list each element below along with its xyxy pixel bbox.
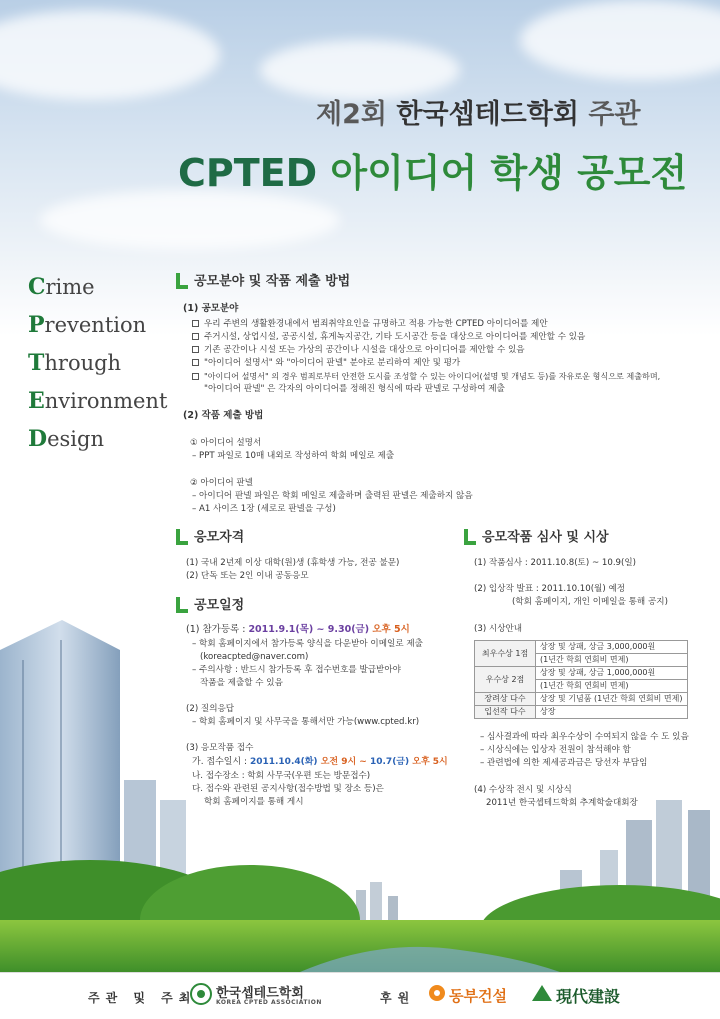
section-marker-icon — [176, 597, 188, 613]
list-item — [192, 318, 548, 330]
section-marker-icon — [176, 273, 188, 289]
assoc-logo-icon — [190, 983, 212, 1005]
acronym-rest: revention — [44, 313, 147, 337]
section-heading-text: 공모분야 및 작품 제출 방법 — [194, 274, 351, 289]
judging-note: – 심사결과에 따라 최우수상이 수여되지 않을 수 도 있음 — [480, 732, 689, 742]
cloud — [0, 10, 220, 100]
schedule-detail: – 학회 홈페이지 및 사무국을 통해서만 가능(www.cpted.kr) — [192, 717, 420, 727]
judging-item: (2) 입상작 발표 : 2011.10.10(월) 예정 — [474, 584, 626, 594]
checkbox-icon — [192, 320, 199, 327]
schedule-label: (1) 참가등록 : — [186, 624, 249, 635]
acronym-line — [28, 306, 167, 344]
schedule-time: 오전 9시 ~ — [317, 757, 370, 767]
schedule-label: 가. 접수일시 : — [192, 757, 250, 767]
assoc-name-en: KOREA CPTED ASSOCIATION — [216, 999, 322, 1006]
list-item — [192, 331, 585, 343]
eligibility-item: (1) 국내 2년제 이상 대학(원)생 (휴학생 가능, 전공 불문) — [186, 558, 400, 568]
cloud — [40, 190, 340, 250]
section-heading-schedule — [176, 594, 244, 613]
method-title: ② 아이디어 판넬 — [190, 478, 253, 488]
subtitle-suffix: 주관 — [578, 99, 641, 130]
skyline-illustration — [0, 620, 720, 972]
prize-detail: 상장 및 상패, 상금 3,000,000원 — [536, 641, 688, 654]
schedule-date: 2011.10.4(화) — [249, 757, 318, 767]
sponsor-hyundai: 現代建設 — [556, 987, 621, 1006]
judging-detail: (학회 홈페이지, 개인 이메일을 통해 공지) — [512, 597, 668, 607]
judging-note: – 시상식에는 입상자 전원이 참석해야 함 — [480, 745, 631, 755]
assoc-name: 한국셉테드학회 — [216, 986, 304, 1001]
acronym-cap: T — [28, 350, 45, 376]
schedule-item: (3) 응모작품 접수 — [186, 743, 254, 753]
title-kr: 아이디어 학생 공모전 — [330, 151, 688, 195]
prize-note: (1년간 학회 연회비 면제) — [536, 654, 688, 667]
list-item-continued: "아이디어 판넬" 은 각자의 아이디어를 정해진 형식에 따라 판넬로 구성하여 제출 — [204, 384, 505, 394]
schedule-detail: 나. 접수장소 : 학회 사무국(우편 또는 방문접수) — [192, 771, 371, 781]
schedule-detail: – 주의사항 : 반드시 참가등록 후 접수번호를 발급받아야 — [192, 665, 401, 675]
prize-name: 우수상 2점 — [475, 667, 536, 693]
acronym-cap: D — [28, 426, 48, 452]
acronym-rest: nvironment — [44, 389, 168, 413]
sponsor-label: 후원 — [380, 991, 416, 1005]
acronym-cap: E — [28, 388, 45, 414]
checkbox-icon — [192, 373, 199, 380]
schedule-time: 오후 5시 — [409, 757, 448, 767]
footer — [0, 972, 720, 1019]
section-marker-icon — [464, 529, 476, 545]
prize-name: 입선작 다수 — [475, 706, 536, 719]
list-item-text: 우리 주변의 생활환경내에서 범죄취약요인을 규명하고 적용 가능한 CPTED 아이디어를 제안 — [204, 319, 548, 329]
page-title — [178, 142, 687, 197]
prize-name: 최우수상 1점 — [475, 641, 536, 667]
judging-item: (4) 수상작 전시 및 시상식 — [474, 785, 572, 795]
prize-detail: 상장 — [536, 706, 688, 719]
cpted-acronym — [28, 268, 167, 458]
checkbox-icon — [192, 346, 199, 353]
acronym-rest: rime — [45, 275, 95, 299]
contact-email: (koreacpted@naver.com) — [200, 652, 309, 662]
checkbox-icon — [192, 359, 199, 366]
title-en: CPTED — [178, 151, 331, 195]
subheading: (2) 작품 제출 방법 — [183, 410, 264, 421]
list-item — [192, 370, 660, 382]
list-item-text: "아이디어 설명서" 의 경우 범죄로부터 안전한 도시를 조성할 수 있는 아이디어(설명 및 개념도 등)를 자유로운 형식으로 제출하며, — [204, 371, 661, 381]
schedule-detail: 작품을 제출할 수 있음 — [200, 678, 283, 688]
prize-detail: 상장 및 상패, 상금 1,000,000원 — [536, 667, 688, 680]
host-label: 주관 및 주최 — [88, 991, 197, 1005]
list-item — [192, 344, 525, 356]
subheading: (1) 공모분야 — [183, 303, 239, 314]
prize-detail: 상장 및 기념품 (1년간 학회 연회비 면제) — [536, 693, 688, 706]
subtitle-prefix: 제2회 — [316, 99, 397, 130]
method-detail: – PPT 파일로 10매 내외로 작성하여 학회 메일로 제출 — [192, 451, 395, 461]
schedule-detail: – 학회 홈페이지에서 참가등록 양식을 다운받아 이메일로 제출 — [192, 639, 423, 649]
acronym-line — [28, 344, 167, 382]
schedule-item: (2) 질의응답 — [186, 704, 235, 714]
acronym-line — [28, 420, 167, 458]
method-detail: – 아이디어 판넬 파일은 학회 메일로 제출하며 출력된 판넬은 제출하지 않음 — [192, 491, 473, 501]
schedule-time: 오후 5시 — [369, 624, 410, 635]
list-item-text: "아이디어 설명서" 와 "아이디어 판넬" 분야로 분리하여 제안 및 평가 — [204, 358, 461, 368]
schedule-detail: 학회 홈페이지를 통해 게시 — [204, 797, 304, 807]
subtitle — [316, 92, 641, 131]
prize-name: 장려상 다수 — [475, 693, 536, 706]
acronym-rest: esign — [47, 427, 104, 451]
section-marker-icon — [176, 529, 188, 545]
schedule-detail: 다. 접수와 관련된 공지사항(접수방법 및 장소 등)은 — [192, 784, 384, 794]
prize-note: (1년간 학회 연회비 면제) — [536, 680, 688, 693]
judging-detail: 2011년 한국셉테드학회 추계학술대회장 — [486, 798, 638, 808]
sponsor-dongbu: 동부건설 — [449, 987, 507, 1005]
method-detail: – A1 사이즈 1장 (세로로 판넬을 구성) — [192, 504, 336, 514]
schedule-date: 10.7(금) — [369, 757, 410, 767]
eligibility-item: (2) 단독 또는 2인 이내 공동응모 — [186, 571, 309, 581]
judging-note: – 관련법에 의한 제세공과금은 당선자 부담임 — [480, 758, 648, 768]
cloud — [260, 40, 460, 100]
acronym-rest: hrough — [44, 351, 122, 375]
list-item — [192, 357, 460, 369]
judging-item: (3) 시상안내 — [474, 624, 523, 634]
schedule-date: 2011.9.1(목) ~ 9.30(금) — [248, 624, 370, 635]
hyundai-logo-icon — [532, 985, 552, 1001]
section-heading-eligibility — [176, 526, 244, 545]
method-title: ① 아이디어 설명서 — [190, 438, 262, 448]
list-item-text: 주거시설, 상업시설, 공공시설, 휴게녹지공간, 기타 도시공간 등을 대상으로 아이디어를 제안할 수 있음 — [204, 332, 586, 342]
list-item-text: 기존 공간이나 시설 또는 가상의 공간이나 시설을 대상으로 아이디어를 제안할 수 있음 — [204, 345, 525, 355]
section-heading-text: 공모일정 — [194, 598, 245, 613]
acronym-line — [28, 382, 167, 420]
acronym-cap: P — [28, 312, 45, 338]
acronym-cap: C — [28, 274, 46, 300]
subtitle-highlight: 한국셉테드학회 — [396, 99, 579, 130]
section-heading-text: 응모작품 심사 및 시상 — [482, 530, 609, 545]
section-heading-judging — [464, 526, 609, 545]
dongbu-logo-icon — [428, 984, 446, 1002]
acronym-line — [28, 268, 167, 306]
section-heading-text: 응모자격 — [194, 530, 245, 545]
judging-item: (1) 작품심사 : 2011.10.8(토) ~ 10.9(일) — [474, 558, 637, 568]
cloud — [520, 0, 720, 80]
section-heading-contest — [176, 270, 350, 289]
checkbox-icon — [192, 333, 199, 340]
